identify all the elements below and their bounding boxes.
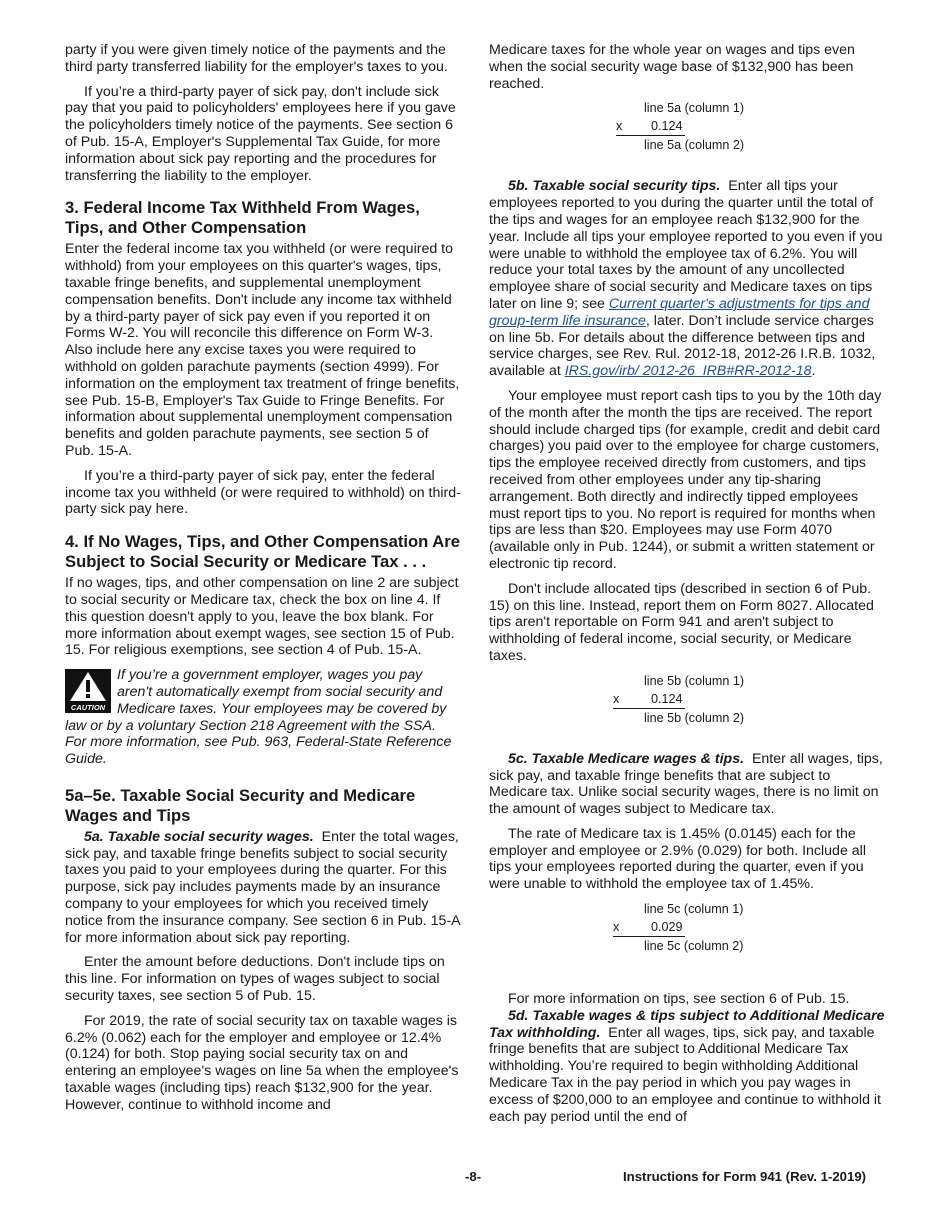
calc-line2: line 5b (column 2) <box>644 710 745 725</box>
calc-rule <box>616 135 685 136</box>
calc-line1: line 5b (column 1) <box>644 673 745 688</box>
paragraph-5d <box>489 1008 885 1126</box>
paragraph: If you’re a third-party payer of sick pay, don't include sick pay that you paid to policyholders' employees here if you gave the policyholders timely notice of the payments. See section 6 of Pub. 15-A, Employer's Supplemental Tax Guide, for more information about sick pay reporting and the procedures for transferring the liability to the employer. <box>65 83 456 184</box>
calc-rate: 0.029 <box>651 920 683 935</box>
page-number: -8- <box>465 1169 482 1184</box>
calc-line2: line 5a (column 2) <box>644 138 745 153</box>
form-title: Instructions for Form 941 (Rev. 1-2019) <box>623 1169 867 1184</box>
calculation-5b <box>489 673 885 731</box>
paragraph: Enter the federal income tax you withheld (or were required to withhold) from your employees on this quarter's wages, tips, taxable fringe benefits, and supplemental unemployment compensation benefits. Don't include any income tax withheld by a third-party payer of sick pay even if you reported it on Forms W-2. You will reconcile this difference on Form W-3. Also include here any excise taxes you were required to withhold on golden parachute payments (section 4999). For information on the employment tax treatment of fringe benefits, see Pub. 15-B, Employer's Tax Guide to Fringe Benefits. For information about supplemental unemployment compensation benefits and golden parachute payments, see section 5 of Pub. 15-A. <box>65 241 460 459</box>
section-heading-3: 3. Federal Income Tax Withheld From Wages, Tips, and Other Compensation <box>65 198 420 238</box>
runin-heading: 5a. Taxable social security wages. <box>84 828 314 845</box>
calc-rule <box>613 708 685 709</box>
calculation-5a <box>489 100 885 158</box>
right-column <box>489 42 885 1133</box>
link-irs-irb[interactable]: IRS.gov/irb/ 2012-26_IRB#RR-2012-18 <box>564 363 812 380</box>
paragraph: For 2019, the rate of social security tax on taxable wages is 6.2% (0.062) each for the employer and employee or 12.4% (0.124) for both. Stop paying social security tax on and entering an employee's wages on line 5a when the employee's taxable wages (including tips) reach $132,900 for the year. However, continue to withhold income and <box>65 1012 459 1113</box>
section-heading-5: 5a–5e. Taxable Social Security and Medicare Wages and Tips <box>65 785 416 825</box>
calc-rate: 0.124 <box>651 119 683 134</box>
calc-line1: line 5c (column 1) <box>644 902 744 917</box>
calc-rule <box>613 936 685 937</box>
paragraph-text: Enter all wages, tips, sick pay, and taxable fringe benefits that are subject to Additional Medicare Tax withholding. You’re required to begin withholding Additional Medicare Tax in the pay period in which you pay wages in excess of $200,000 to an employee and continue to withhold it each pay period until the end of <box>489 1024 881 1125</box>
paragraph: Enter the amount before deductions. Don't include tips on this line. For information on types of wages subject to social security taxes, see section 5 of Pub. 15. <box>65 954 445 1005</box>
calc-multiply: x <box>616 119 623 134</box>
paragraph: The rate of Medicare tax is 1.45% (0.0145) each for the employer and employee or 2.9% (0.029) for both. Include all tips your employees reported during the quarter, even if you were unable to withhold the employee tax of 1.45%. <box>489 825 866 893</box>
paragraph-text: Enter all tips your employees reported to you during the quarter until the total of the tips and wages for an employee reach $132,900 for the year. Include all tips your employee reported to you even if you were unable to withhold the employee tax of 6.2%. You will reduce your total taxes by the amount of any uncollected employee share of social security and Medicare taxes on tips later on line 9; see <box>489 178 883 312</box>
paragraph: party if you were given timely notice of the payments and the third party transferred liability for the employer's taxes to you. <box>65 42 448 75</box>
paragraph-text: Enter all wages, tips, sick pay, and taxable fringe benefits that are subject to Medicare tax. Unlike social security wages, there is no limit on the amount of wages subject to Medicare tax. <box>489 750 883 818</box>
runin-heading: 5b. Taxable social security tips. <box>508 178 721 195</box>
left-column <box>65 42 461 1122</box>
paragraph-text: , later. Don’t include service charges on line 5b. For details about the difference between tips and service charges, see Rev. Rul. 2012-18, 2012-26 I.R.B. 1032, available at <box>489 312 876 380</box>
calc-multiply: x <box>613 691 620 706</box>
caution-text: If you’re a government employer, wages you pay aren't automatically exempt from social security and Medicare taxes. Your employees may be covered by law or by a voluntary Section 218 Agreement with the SSA. For more information, see Pub. 963, Federal-State Reference Guide. <box>65 667 452 768</box>
calc-line1: line 5a (column 1) <box>644 101 745 116</box>
caution-label: CAUTION <box>70 703 106 713</box>
paragraph: If no wages, tips, and other compensation on line 2 are subject to social security or Medicare tax, check the box on line 4. If this question doesn't apply to you, leave the box blank. For more information about exempt wages, see section 15 of Pub. 15. For religious exemptions, see section 4 of Pub. 15-A. <box>65 575 459 659</box>
calc-line2: line 5c (column 2) <box>644 939 744 954</box>
runin-heading: 5d. Taxable wages & tips subject to Additional Medicare Tax withholding. <box>489 1007 885 1041</box>
calc-multiply: x <box>613 920 620 935</box>
paragraph: Don't include allocated tips (described in section 6 of Pub. 15) on this line. Instead, report them on Form 8027. Allocated tips aren't reportable on Form 941 and aren't subject to withholding of federal income, social security, or Medicare taxes. <box>489 580 874 664</box>
caution-note <box>65 667 461 768</box>
caution-icon <box>65 669 111 713</box>
paragraph-5c <box>489 751 885 818</box>
paragraph: Medicare taxes for the whole year on wages and tips even when the social security wage base of $132,900 has been reached. <box>489 42 855 92</box>
paragraph: Your employee must report cash tips to you by the 10th day of the month after the month the tips are received. The report should include charged tips (for example, credit and debit card charges) you paid over to the employee for charge customers, tips the employee received directly from customers, and tips received from other employees under any tip-sharing arrangement. Both directly and indirectly tipped employees must report tips to you. No report is required for months when tips are less than $20. Employees may use Form 4070 (available only in Pub. 1244), or submit a written statement or electronic tip record. <box>489 387 882 572</box>
section-heading-4: 4. If No Wages, Tips, and Other Compensation Are Subject to Social Security or Medicare Tax . . . <box>65 532 460 572</box>
paragraph: If you’re a third-party payer of sick pay, enter the federal income tax you withheld (or were required to withhold) on third-party sick pay here. <box>65 467 461 518</box>
paragraph-5b <box>489 178 885 380</box>
paragraph-text: Enter the total wages, sick pay, and taxable fringe benefits subject to social security taxes you paid to your employees during the quarter. For this purpose, sick pay includes payments made by an insurance company to your employees for which you received timely notice from the insurance company. See section 6 in Pub. 15-A for more information about sick pay reporting. <box>65 828 460 946</box>
link-current-quarter-adjustments[interactable]: Current quarter's adjustments for tips and group-term life insurance <box>489 295 870 329</box>
runin-heading: 5c. Taxable Medicare wages & tips. <box>508 750 745 767</box>
paragraph-5a <box>65 829 461 947</box>
calc-rate: 0.124 <box>651 691 683 706</box>
paragraph: For more information on tips, see section 6 of Pub. 15. <box>508 991 850 1008</box>
calculation-5c <box>489 901 885 959</box>
paragraph-text: . <box>811 363 816 380</box>
